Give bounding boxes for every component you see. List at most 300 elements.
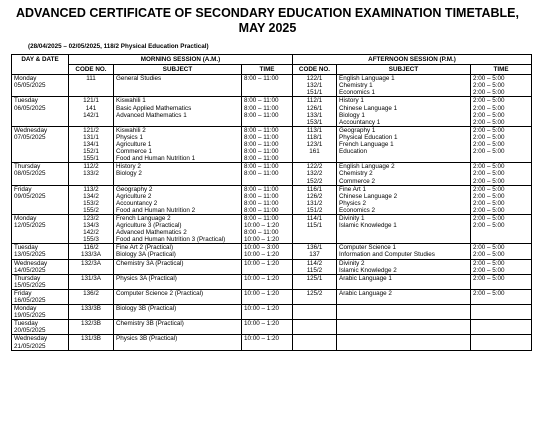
am-subject-cell <box>114 259 242 274</box>
am-time-cell <box>242 274 293 289</box>
pm-time-line: 2:00 – 5:00 <box>473 214 505 222</box>
pm-code-line: 115/2 <box>306 266 323 274</box>
am-time-line: 8:00 – 11:00 <box>244 75 279 83</box>
pm-time-cell <box>471 289 532 304</box>
pm-time-line: 2:00 – 5:00 <box>473 222 505 230</box>
am-time-cell <box>242 289 293 304</box>
pm-time-cell <box>471 244 532 259</box>
pm-time-line: 2:00 – 5:00 <box>473 118 505 126</box>
am-code-line: 141 <box>85 104 97 112</box>
day-date-cell <box>12 163 69 185</box>
pm-subject-cell <box>337 274 471 289</box>
am-time-line: 10:00 – 1:20 <box>244 251 280 259</box>
am-subject-line: Biology 2 <box>116 170 142 178</box>
am-subject-line: Basic Applied Mathematics <box>116 104 192 112</box>
am-time-line: 8:00 – 11:00 <box>244 133 279 141</box>
pm-time-line: 2:00 – 5:00 <box>473 133 505 141</box>
pm-subject-line: Physics 2 <box>339 199 366 207</box>
table-row <box>12 97 532 126</box>
pm-subject-line: Economics 1 <box>339 89 376 97</box>
am-code-line: 153/2 <box>83 199 99 207</box>
am-time-line: 8:00 – 11:00 <box>244 126 279 134</box>
day-date-line: 14/05/2025 <box>14 266 46 274</box>
pm-time-line: 2:00 – 5:00 <box>473 185 505 193</box>
am-time-cell <box>242 185 293 214</box>
am-time-line: 10:00 – 1:20 <box>244 320 280 328</box>
am-subject-line: Computer Science 2 (Practical) <box>116 289 204 297</box>
pm-subject-line: Islamic Knowledge 1 <box>339 222 397 230</box>
pm-code-cell <box>293 320 337 335</box>
day-date-line: Tuesday <box>14 97 38 105</box>
am-code-line: 131/1 <box>83 133 99 141</box>
am-code-line: 121/2 <box>83 126 99 134</box>
am-time-line: 8:00 – 11:00 <box>244 206 279 214</box>
am-subject-cell <box>114 244 242 259</box>
am-subject-line: Food and Human Nutrition 3 (Practical) <box>116 236 226 244</box>
am-time-cell <box>242 305 293 320</box>
pm-subject-line: Islamic Knowledge 2 <box>339 266 397 274</box>
am-time-line: 10:00 – 1:20 <box>244 259 280 267</box>
pm-time-line: 2:00 – 5:00 <box>473 148 505 156</box>
pm-time-line: 2:00 – 5:00 <box>473 266 505 274</box>
am-subject-line: Physics 1 <box>116 133 143 141</box>
table-row <box>12 244 532 259</box>
am-code-line: 132/3A <box>81 259 101 267</box>
pm-subject-line: History 1 <box>339 97 364 105</box>
am-time-line: 8:00 – 11:00 <box>244 192 279 200</box>
pm-code-line: 125/2 <box>306 289 323 297</box>
day-date-line: Wednesday <box>14 126 48 134</box>
pm-subject-line: Chinese Language 2 <box>339 192 398 200</box>
am-subject-line: Physics 3A (Practical) <box>116 274 177 282</box>
am-code-line: 133/3B <box>81 305 101 313</box>
am-time-line: 8:00 – 11:00 <box>244 155 279 163</box>
pm-subject-line: Arabic Language 2 <box>339 289 392 297</box>
day-date-cell <box>12 335 69 350</box>
day-date-line: 08/05/2025 <box>14 170 46 178</box>
am-time-line: 8:00 – 11:00 <box>244 163 279 171</box>
title-line-1: ADVANCED CERTIFICATE OF SECONDARY EDUCATION EXAMINATION TIMETABLE, <box>15 6 519 20</box>
am-subject-line: Biology 3B (Practical) <box>116 305 177 313</box>
am-subject-cell <box>114 163 242 185</box>
table-row <box>12 335 532 350</box>
pm-code-line: 132/1 <box>306 82 323 90</box>
pm-subject-line: Information and Computer Studies <box>339 251 435 259</box>
pm-subject-cell <box>337 75 471 97</box>
am-time-cell <box>242 97 293 126</box>
am-code-line: 116/2 <box>83 244 99 252</box>
pm-time-line: 2:00 – 5:00 <box>473 111 505 119</box>
am-subject-line: Kiswahili 1 <box>116 97 146 105</box>
am-code-cell <box>69 274 114 289</box>
pm-time-line: 2:00 – 5:00 <box>473 89 505 97</box>
day-date-cell <box>12 289 69 304</box>
table-row <box>12 75 532 97</box>
pm-code-line: 126/1 <box>306 104 323 112</box>
am-code-line: 134/3 <box>83 222 99 230</box>
am-time-line: 10:00 – 1:20 <box>244 236 280 244</box>
am-subject-cell <box>114 335 242 350</box>
day-date-cell <box>12 244 69 259</box>
am-code-cell <box>69 244 114 259</box>
day-date-line: Friday <box>14 289 32 297</box>
am-code-line: 134/2 <box>83 192 99 200</box>
pm-code-cell <box>293 163 337 185</box>
header-am-time: TIME <box>242 65 293 75</box>
pm-time-cell <box>471 75 532 97</box>
pm-subject-line: Accountancy 1 <box>339 118 381 126</box>
pm-code-line: 161 <box>309 148 320 156</box>
day-date-cell <box>12 126 69 162</box>
pm-time-line: 2:00 – 5:00 <box>473 177 505 185</box>
am-time-line: 10:00 – 1:20 <box>244 222 280 230</box>
pm-time-line: 2:00 – 5:00 <box>473 104 505 112</box>
header-morning-session: MORNING SESSION (A.M.) <box>69 55 293 65</box>
pm-code-line: 122/1 <box>306 75 323 83</box>
am-subject-line: Agriculture 2 <box>116 192 152 200</box>
table-row <box>12 126 532 162</box>
pm-subject-cell <box>337 214 471 243</box>
am-subject-cell <box>114 126 242 162</box>
am-subject-line: Commerce 1 <box>116 148 153 156</box>
pm-time-line: 2:00 – 5:00 <box>473 274 505 282</box>
day-date-cell <box>12 305 69 320</box>
pm-code-line: 118/1 <box>306 133 323 141</box>
am-code-cell <box>69 214 114 243</box>
pm-subject-cell <box>337 259 471 274</box>
pm-code-cell <box>293 335 337 350</box>
pm-subject-cell <box>337 335 471 350</box>
am-time-line: 8:00 – 11:00 <box>244 170 279 178</box>
am-code-line: 111 <box>86 75 96 83</box>
am-subject-line: Accountancy 2 <box>116 199 158 207</box>
pm-time-cell <box>471 305 532 320</box>
am-time-cell <box>242 163 293 185</box>
header-pm-time: TIME <box>471 65 532 75</box>
header-afternoon-session: AFTERNOON SESSION (P.M.) <box>293 55 532 65</box>
pm-code-cell <box>293 185 337 214</box>
pm-time-cell <box>471 274 532 289</box>
am-code-line: 131/3A <box>81 274 101 282</box>
pm-code-line: 116/1 <box>306 185 323 193</box>
am-time-line: 8:00 – 11:00 <box>244 141 279 149</box>
am-code-line: 112/2 <box>83 163 99 171</box>
day-date-line: Thursday <box>14 163 41 171</box>
am-code-cell <box>69 335 114 350</box>
am-subject-line: Kiswahili 2 <box>116 126 146 134</box>
day-date-line: Monday <box>14 75 37 83</box>
pm-time-cell <box>471 97 532 126</box>
pm-subject-line: Arabic Language 1 <box>339 274 392 282</box>
am-code-line: 152/1 <box>83 148 99 156</box>
pm-subject-cell <box>337 320 471 335</box>
header-pm-code: CODE NO. <box>293 65 337 75</box>
pm-code-line: 151/2 <box>306 206 323 214</box>
header-day-date: DAY & DATE <box>12 55 69 75</box>
day-date-cell <box>12 320 69 335</box>
pm-time-line: 2:00 – 5:00 <box>473 251 505 259</box>
am-time-cell <box>242 335 293 350</box>
am-subject-line: Food and Human Nutrition 1 <box>116 155 196 163</box>
pm-time-cell <box>471 335 532 350</box>
am-time-line: 8:00 – 11:00 <box>244 229 279 237</box>
day-date-line: 20/05/2025 <box>14 327 46 335</box>
pm-subject-line: Divinity 2 <box>339 259 365 267</box>
pm-code-cell <box>293 274 337 289</box>
am-subject-line: Physics 3B (Practical) <box>116 335 178 343</box>
table-row <box>12 163 532 185</box>
am-code-line: 136/2 <box>83 289 99 297</box>
am-time-line: 10:00 – 1:20 <box>244 335 280 343</box>
am-code-line: 133/2 <box>83 170 99 178</box>
day-date-line: 21/05/2025 <box>14 342 46 350</box>
day-date-line: Monday <box>14 305 37 313</box>
day-date-cell <box>12 274 69 289</box>
pm-code-line: 114/1 <box>306 214 323 222</box>
am-code-line: 123/2 <box>83 214 99 222</box>
page-title <box>0 6 535 36</box>
pm-subject-cell <box>337 305 471 320</box>
table-row <box>12 274 532 289</box>
am-code-line: 131/3B <box>81 335 101 343</box>
timetable-body <box>12 75 532 350</box>
pm-code-line: 122/2 <box>306 163 323 171</box>
pm-subject-line: Education <box>339 148 368 156</box>
day-date-line: Wednesday <box>14 259 48 267</box>
am-code-cell <box>69 97 114 126</box>
am-code-line: 133/3A <box>81 251 101 259</box>
am-time-cell <box>242 126 293 162</box>
header-am-code: CODE NO. <box>69 65 114 75</box>
pm-time-line: 2:00 – 5:00 <box>473 206 505 214</box>
day-date-line: Friday <box>14 185 32 193</box>
pm-subject-line: Commerce 2 <box>339 177 376 185</box>
pm-subject-cell <box>337 126 471 162</box>
pm-code-line: 137 <box>309 251 320 259</box>
am-time-line: 10:00 – 1:20 <box>244 305 280 313</box>
am-code-cell <box>69 75 114 97</box>
day-date-line: Tuesday <box>14 244 38 252</box>
pm-subject-line: Economics 2 <box>339 206 376 214</box>
table-row <box>12 320 532 335</box>
am-subject-line: History 2 <box>116 163 141 171</box>
pm-code-line: 152/2 <box>306 177 323 185</box>
am-subject-line: Chemistry 3B (Practical) <box>116 320 184 328</box>
day-date-cell <box>12 75 69 97</box>
am-code-cell <box>69 320 114 335</box>
pm-subject-line: Biology 1 <box>339 111 365 119</box>
pm-time-line: 2:00 – 5:00 <box>473 126 505 134</box>
day-date-line: 12/05/2025 <box>14 222 46 230</box>
pm-code-line: 151/1 <box>306 89 323 97</box>
pm-subject-line: Divinity 1 <box>339 214 365 222</box>
am-code-cell <box>69 163 114 185</box>
pm-code-cell <box>293 126 337 162</box>
pm-code-cell <box>293 289 337 304</box>
pm-code-line: 123/1 <box>306 141 323 149</box>
am-time-line: 8:00 – 11:00 <box>244 148 279 156</box>
pm-subject-cell <box>337 244 471 259</box>
timetable <box>11 54 532 351</box>
am-time-line: 8:00 – 11:00 <box>244 104 279 112</box>
pm-time-line: 2:00 – 5:00 <box>473 289 505 297</box>
pm-code-line: 133/1 <box>306 111 323 119</box>
am-subject-line: Fine Art 2 (Practical) <box>116 244 174 252</box>
pm-code-line: 136/1 <box>306 244 323 252</box>
am-subject-line: Advanced Mathematics 2 <box>116 229 187 237</box>
pm-subject-line: Physical Education 1 <box>339 133 398 141</box>
day-date-line: Wednesday <box>14 335 48 343</box>
pm-subject-line: Chemistry 1 <box>339 82 373 90</box>
am-time-cell <box>242 259 293 274</box>
am-time-line: 8:00 – 11:00 <box>244 111 279 119</box>
pm-code-cell <box>293 97 337 126</box>
pm-subject-line: Chinese Language 1 <box>339 104 398 112</box>
day-date-line: Monday <box>14 214 37 222</box>
am-time-cell <box>242 214 293 243</box>
am-subject-cell <box>114 185 242 214</box>
day-date-cell <box>12 97 69 126</box>
pm-time-line: 2:00 – 5:00 <box>473 75 505 83</box>
day-date-line: 19/05/2025 <box>14 312 46 320</box>
am-subject-line: Food and Human Nutrition 2 <box>116 206 196 214</box>
am-code-line: 142/1 <box>83 111 99 119</box>
pm-time-line: 2:00 – 5:00 <box>473 170 505 178</box>
day-date-cell <box>12 214 69 243</box>
am-code-line: 155/1 <box>83 155 99 163</box>
am-time-cell <box>242 75 293 97</box>
day-date-line: Thursday <box>14 274 41 282</box>
am-subject-cell <box>114 320 242 335</box>
am-time-line: 10:00 – 1:20 <box>244 289 280 297</box>
am-code-line: 142/2 <box>83 229 99 237</box>
am-time-line: 8:00 – 11:00 <box>244 185 279 193</box>
pm-code-line: 114/2 <box>306 259 323 267</box>
pm-time-cell <box>471 259 532 274</box>
pm-subject-cell <box>337 97 471 126</box>
pm-code-line: 115/1 <box>306 222 323 230</box>
day-date-cell <box>12 259 69 274</box>
am-time-cell <box>242 244 293 259</box>
day-date-cell <box>12 185 69 214</box>
pm-time-line: 2:00 – 5:00 <box>473 244 505 252</box>
pm-time-cell <box>471 126 532 162</box>
day-date-line: 07/05/2025 <box>14 133 46 141</box>
pm-code-cell <box>293 305 337 320</box>
am-subject-line: Agriculture 3 (Practical) <box>116 222 182 230</box>
table-row <box>12 259 532 274</box>
am-code-cell <box>69 305 114 320</box>
am-subject-line: Biology 3A (Practical) <box>116 251 176 259</box>
pm-code-cell <box>293 214 337 243</box>
day-date-line: Tuesday <box>14 320 38 328</box>
am-subject-line: Chemistry 3A (Practical) <box>116 259 184 267</box>
am-code-line: 132/3B <box>81 320 101 328</box>
day-date-line: 06/05/2025 <box>14 104 46 112</box>
pm-subject-line: Geography 1 <box>339 126 376 134</box>
table-row <box>12 305 532 320</box>
am-time-line: 10:00 – 3:00 <box>244 244 280 252</box>
day-date-line: 15/05/2025 <box>14 281 46 289</box>
header-am-subject: SUBJECT <box>114 65 242 75</box>
am-code-cell <box>69 289 114 304</box>
am-subject-line: Geography 2 <box>116 185 153 193</box>
am-subject-line: General Studies <box>116 75 162 83</box>
table-row <box>12 185 532 214</box>
am-subject-line: Agriculture 1 <box>116 141 152 149</box>
pm-time-line: 2:00 – 5:00 <box>473 141 505 149</box>
day-date-line: 13/05/2025 <box>14 251 46 259</box>
day-date-line: 05/05/2025 <box>14 82 46 90</box>
pm-subject-cell <box>337 289 471 304</box>
pm-code-line: 153/1 <box>306 118 323 126</box>
pm-time-cell <box>471 214 532 243</box>
header-pm-subject: SUBJECT <box>337 65 471 75</box>
title-line-2: MAY 2025 <box>238 21 297 35</box>
am-code-line: 113/2 <box>83 185 99 193</box>
am-subject-cell <box>114 75 242 97</box>
am-time-line: 8:00 – 11:00 <box>244 214 279 222</box>
am-code-line: 155/2 <box>83 206 99 214</box>
pm-time-cell <box>471 185 532 214</box>
pm-subject-cell <box>337 185 471 214</box>
am-time-line: 8:00 – 11:00 <box>244 97 279 105</box>
pm-time-line: 2:00 – 5:00 <box>473 82 505 90</box>
pm-code-cell <box>293 259 337 274</box>
pm-time-line: 2:00 – 5:00 <box>473 192 505 200</box>
am-subject-line: French Language 2 <box>116 214 171 222</box>
date-note: (28/04/2025 – 02/05/2025, 118/2 Physical Education Practical) <box>28 43 209 50</box>
am-code-line: 155/3 <box>83 236 99 244</box>
pm-code-line: 131/2 <box>306 199 323 207</box>
pm-time-cell <box>471 320 532 335</box>
pm-code-line: 132/2 <box>306 170 323 178</box>
pm-time-line: 2:00 – 5:00 <box>473 163 505 171</box>
am-code-line: 121/1 <box>83 97 99 105</box>
table-row <box>12 289 532 304</box>
am-subject-cell <box>114 97 242 126</box>
pm-code-line: 125/1 <box>306 274 323 282</box>
pm-subject-line: English Language 1 <box>339 75 395 83</box>
table-row <box>12 214 532 243</box>
pm-subject-line: Fine Art 1 <box>339 185 366 193</box>
am-code-cell <box>69 185 114 214</box>
pm-time-line: 2:00 – 5:00 <box>473 199 505 207</box>
pm-subject-line: Chemistry 2 <box>339 170 373 178</box>
am-time-cell <box>242 320 293 335</box>
am-subject-cell <box>114 289 242 304</box>
am-subject-cell <box>114 214 242 243</box>
am-subject-cell <box>114 274 242 289</box>
am-code-cell <box>69 259 114 274</box>
pm-subject-line: Computer Science 1 <box>339 244 397 252</box>
am-time-line: 8:00 – 11:00 <box>244 199 279 207</box>
pm-code-line: 113/1 <box>306 126 323 134</box>
pm-subject-line: English Language 2 <box>339 163 395 171</box>
pm-time-line: 2:00 – 5:00 <box>473 259 505 267</box>
day-date-line: 09/05/2025 <box>14 192 46 200</box>
am-subject-cell <box>114 305 242 320</box>
pm-subject-cell <box>337 163 471 185</box>
am-code-cell <box>69 126 114 162</box>
pm-code-line: 126/2 <box>306 192 323 200</box>
pm-time-cell <box>471 163 532 185</box>
am-time-line: 10:00 – 1:20 <box>244 274 280 282</box>
am-subject-line: Advanced Mathematics 1 <box>116 111 187 119</box>
pm-code-line: 112/1 <box>306 97 323 105</box>
pm-time-line: 2:00 – 5:00 <box>473 97 505 105</box>
am-code-line: 134/1 <box>83 141 99 149</box>
